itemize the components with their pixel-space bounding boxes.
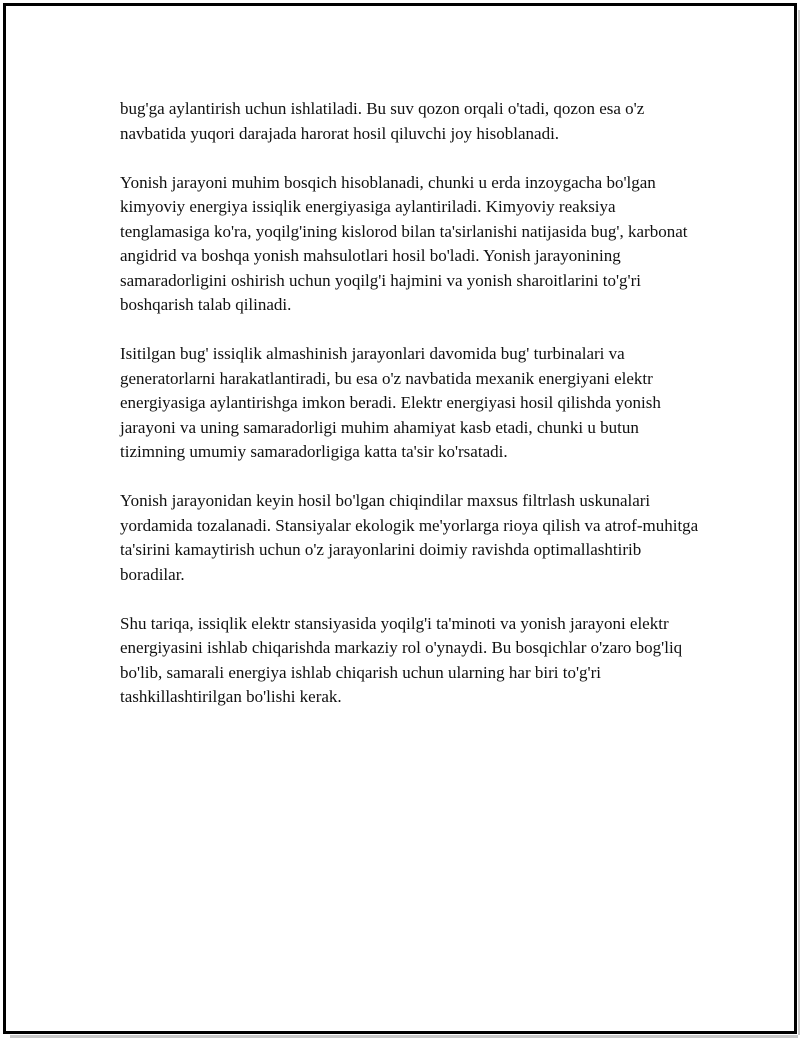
page-frame bbox=[3, 3, 797, 1034]
document-body bbox=[120, 97, 705, 734]
paragraph-1: bug'ga aylantirish uchun ishlatiladi. Bu suv qozon orqali o'tadi, qozon esa o'z navbatida yuqori darajada harorat hosil qiluvchi joy hisoblanadi. bbox=[120, 99, 645, 143]
paragraph-3: Isitilgan bug' issiqlik almashinish jarayonlari davomida bug' turbinalari va generatorlarni harakatlantiradi, bu esa o'z navbatida mexanik energiyani elektr energiyasiga aylantirishga imkon beradi. Elektr energiyasi hosil qilishda yonish jarayoni va uning samaradorligi muhim ahamiyat kasb etadi, chunki u butun tizimning umumiy samaradorligiga katta ta'sir ko'rsatadi. bbox=[120, 344, 661, 461]
paragraph-2: Yonish jarayoni muhim bosqich hisoblanadi, chunki u erda inzoygacha bo'lgan kimyoviy energiya issiqlik energiyasiga aylantiriladi. Kimyoviy reaksiya tenglamasiga ko'ra, yoqilg'ining kislorod bilan ta'sirlanishi natijasida bug', karbonat angidrid va boshqa yonish mahsulotlari hosil bo'ladi. Yonish jarayonining samaradorligini oshirish uchun yoqilg'i hajmini va yonish sharoitlarini to'g'ri boshqarish talab qilinadi. bbox=[120, 172, 688, 314]
paragraph-5: Shu tariqa, issiqlik elektr stansiyasida yoqilg'i ta'minoti va yonish jarayoni elektr energiyasini ishlab chiqarishda markaziy rol o'ynaydi. Bu bosqichlar o'zaro bog'liq bo'lib, samarali energiya ishlab chiqarish uchun ularning har biri to'g'ri tashkillashtirilgan bo'lishi kerak. bbox=[120, 613, 683, 706]
paragraph-4: Yonish jarayonidan keyin hosil bo'lgan chiqindilar maxsus filtrlash uskunalari yordamida tozalanadi. Stansiyalar ekologik me'yorlarga rioya qilish va atrof-muhitga ta'sirini kamaytirish uchun o'z jarayonlarini doimiy ravishda optimallashtirib boradilar. bbox=[120, 491, 699, 584]
